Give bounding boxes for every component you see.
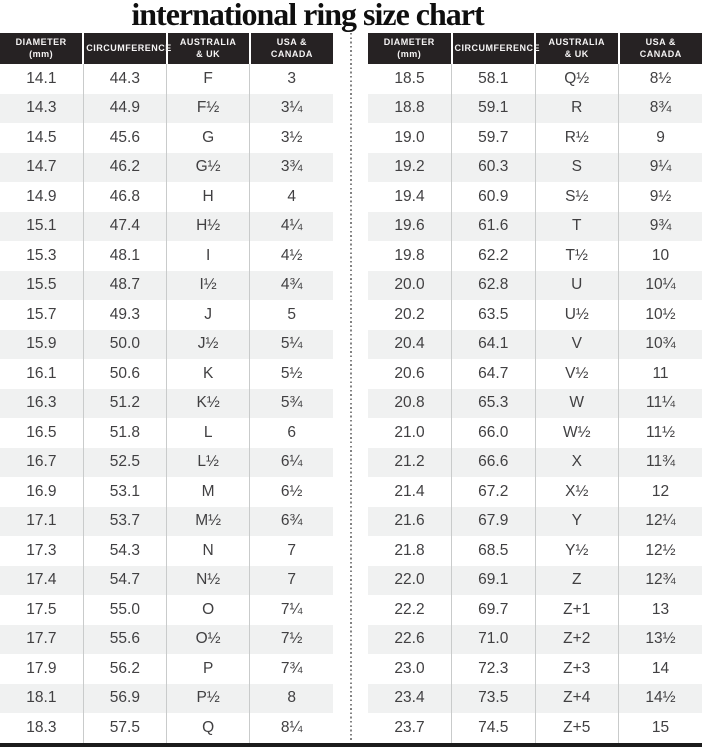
table-cell: 14½ (619, 684, 702, 714)
table-cell: I (167, 241, 250, 271)
table-cell: 49.3 (83, 300, 166, 330)
table-cell: 5¾ (250, 389, 333, 419)
table-row (368, 330, 702, 360)
table-row (0, 713, 333, 743)
table-cell: 14.5 (0, 123, 83, 153)
table-row (0, 507, 333, 537)
table-cell: 15.3 (0, 241, 83, 271)
table-row (0, 153, 333, 183)
table-row (368, 271, 702, 301)
table-cell: 7¼ (280, 600, 303, 618)
table-cell: J (167, 300, 250, 330)
table-cell: 6¾ (250, 507, 333, 537)
table-cell: 48.1 (83, 241, 166, 271)
table-cell: 15.5 (0, 271, 83, 301)
table-cell: V (535, 330, 619, 360)
table-cell: 53.1 (83, 477, 166, 507)
dotted-divider (350, 33, 352, 742)
table-cell: 8 (250, 684, 333, 714)
table-cell: 15.7 (0, 300, 83, 330)
table-cell: 7 (250, 566, 333, 596)
table-cell: 8¾ (619, 94, 702, 124)
table-row (0, 241, 333, 271)
table-row (368, 123, 702, 153)
table-cell: 13 (651, 600, 670, 618)
table-cell: P½ (167, 684, 250, 714)
table-cell: 14.7 (0, 153, 83, 183)
table-cell: Y½ (535, 536, 619, 566)
table-row (0, 625, 333, 655)
table-row (368, 477, 702, 507)
table-row (368, 625, 702, 655)
table-cell: W (535, 389, 619, 419)
table-cell: 20.8 (368, 389, 452, 419)
table-cell: J½ (167, 330, 250, 360)
table-cell: 65.3 (452, 389, 536, 419)
table-cell: Z (535, 566, 619, 596)
table-cell: 15.1 (0, 212, 83, 242)
table-cell: L½ (167, 448, 250, 478)
table-row (368, 536, 702, 566)
column-header: USA & CANADA (619, 33, 702, 64)
table-cell: 20.6 (368, 359, 452, 389)
table-row (368, 241, 702, 271)
table-cell: 55.0 (83, 595, 166, 625)
table-cell: N (167, 536, 250, 566)
table-cell: 72.3 (452, 654, 536, 684)
table-cell: K½ (167, 389, 250, 419)
table-cell: 60.3 (452, 153, 536, 183)
table-cell: 44.9 (83, 94, 166, 124)
table-cell: 18.1 (0, 684, 83, 714)
table-cell: Q (167, 713, 250, 743)
table-cell: 9¾ (619, 212, 702, 242)
table-cell: 12½ (645, 541, 676, 559)
table-cell: 19.4 (368, 182, 452, 212)
table-body (368, 64, 702, 743)
column-header: DIAMETER (mm) (0, 33, 83, 64)
table-cell: 19.6 (368, 212, 452, 242)
table-cell: 17.5 (0, 595, 83, 625)
table-cell: 67.2 (452, 477, 536, 507)
table-row (0, 300, 333, 330)
table-cell: 52.5 (83, 448, 166, 478)
table-cell: 10 (651, 246, 670, 264)
table-cell: 64.1 (452, 330, 536, 360)
table-cell: N½ (167, 566, 250, 596)
table-cell: 23.7 (368, 713, 452, 743)
table-row (368, 300, 702, 330)
table-cell: 64.7 (452, 359, 536, 389)
table-cell: 12 (651, 482, 670, 500)
table-cell: 12¾ (619, 566, 702, 596)
table-cell: 56.9 (83, 684, 166, 714)
table-cell: 48.7 (83, 271, 166, 301)
table-cell: 17.3 (0, 536, 83, 566)
table-cell: 73.5 (452, 684, 536, 714)
table-row (0, 566, 333, 596)
table-cell: 57.5 (83, 713, 166, 743)
table-cell: 23.0 (368, 654, 452, 684)
table-cell: 51.8 (83, 418, 166, 448)
table-cell: 9 (656, 128, 665, 146)
table-cell: 45.6 (83, 123, 166, 153)
header-row (0, 33, 333, 64)
table-cell: 14.9 (0, 182, 83, 212)
table-cell: F½ (167, 94, 250, 124)
column-header: DIAMETER (mm) (368, 33, 452, 64)
table-cell: 5¼ (250, 330, 333, 360)
table-cell: 54.3 (83, 536, 166, 566)
header-row (368, 33, 702, 64)
table-cell: F (167, 64, 250, 94)
table-cell: 6½ (280, 482, 303, 500)
table-row (0, 271, 333, 301)
table-row (0, 94, 333, 124)
table-cell: 15.9 (0, 330, 83, 360)
table-cell: 56.2 (83, 654, 166, 684)
table-cell: 4¼ (250, 212, 333, 242)
table-cell: 63.5 (452, 300, 536, 330)
table-cell: W½ (535, 418, 619, 448)
table-row (368, 566, 702, 596)
table-cell: 59.1 (452, 94, 536, 124)
table-cell: X½ (535, 477, 619, 507)
table-cell: 51.2 (83, 389, 166, 419)
table-cell: 13½ (619, 625, 702, 655)
table-cell: V½ (535, 359, 619, 389)
table-cell: 68.5 (452, 536, 536, 566)
table-cell: 14 (651, 659, 670, 677)
table-cell: M½ (167, 507, 250, 537)
table-row (0, 359, 333, 389)
table-row (0, 684, 333, 714)
table-cell: Z+4 (535, 684, 619, 714)
table-row (0, 654, 333, 684)
table-cell: 46.2 (83, 153, 166, 183)
table-cell: 8¼ (280, 718, 303, 736)
table-cell: 6 (287, 423, 296, 441)
table-cell: 5 (287, 305, 296, 323)
table-row (0, 64, 333, 94)
table-cell: 47.4 (83, 212, 166, 242)
table-cell: H (167, 182, 250, 212)
table-cell: Z+3 (535, 654, 619, 684)
table-cell: 9¼ (619, 153, 702, 183)
table-cell: 53.7 (83, 507, 166, 537)
page-title: international ring size chart (131, 0, 484, 32)
table-cell: 19.8 (368, 241, 452, 271)
table-cell: K (167, 359, 250, 389)
column-header: USA & CANADA (250, 33, 333, 64)
column-header: AUSTRALIA & UK (535, 33, 619, 64)
table-cell: U (535, 271, 619, 301)
table-cell: 19.0 (368, 123, 452, 153)
table-cell: O (167, 595, 250, 625)
table-cell: T½ (535, 241, 619, 271)
table-cell: 54.7 (83, 566, 166, 596)
table-cell: 16.3 (0, 389, 83, 419)
table-cell: 4½ (280, 246, 303, 264)
column-header: AUSTRALIA & UK (167, 33, 250, 64)
table-cell: S½ (535, 182, 619, 212)
table-cell: 74.5 (452, 713, 536, 743)
table-cell: 21.8 (368, 536, 452, 566)
table-cell: G½ (167, 153, 250, 183)
table-cell: 60.9 (452, 182, 536, 212)
table-cell: 16.5 (0, 418, 83, 448)
table-cell: 3¾ (250, 153, 333, 183)
table-cell: 69.1 (452, 566, 536, 596)
table-row (0, 182, 333, 212)
table-row (0, 389, 333, 419)
table-cell: 11 (652, 364, 669, 382)
table-cell: U½ (535, 300, 619, 330)
table-cell: 7 (287, 541, 296, 559)
table-row (368, 359, 702, 389)
table-cell: S (535, 153, 619, 183)
table-cell: 21.2 (368, 448, 452, 478)
table-row (368, 153, 702, 183)
table-cell: T (535, 212, 619, 242)
table-cell: 21.6 (368, 507, 452, 537)
table-cell: P (167, 654, 250, 684)
table-cell: 69.7 (452, 595, 536, 625)
table-cell: 50.6 (83, 359, 166, 389)
table-row (0, 477, 333, 507)
table-cell: 23.4 (368, 684, 452, 714)
table-cell: 67.9 (452, 507, 536, 537)
table-cell: 9½ (649, 187, 672, 205)
table-cell: 7¾ (280, 659, 303, 677)
table-row (368, 654, 702, 684)
table-row (0, 595, 333, 625)
table-cell: 16.9 (0, 477, 83, 507)
table-cell: Z+2 (535, 625, 619, 655)
table-cell: 19.2 (368, 153, 452, 183)
table-cell: 62.2 (452, 241, 536, 271)
table-cell: 17.4 (0, 566, 83, 596)
table-cell: Z+1 (535, 595, 619, 625)
table-cell: Y (535, 507, 619, 537)
column-header: CIRCUMFERENCE (83, 33, 166, 64)
table-cell: 3 (287, 69, 296, 87)
table-cell: L (167, 418, 250, 448)
table-cell: 16.1 (0, 359, 83, 389)
table-cell: 20.4 (368, 330, 452, 360)
table-row (368, 212, 702, 242)
table-cell: 10¼ (619, 271, 702, 301)
table-cell: I½ (167, 271, 250, 301)
table-cell: 21.0 (368, 418, 452, 448)
table-cell: 66.6 (452, 448, 536, 478)
table-cell: 22.0 (368, 566, 452, 596)
table-cell: R½ (535, 123, 619, 153)
table-cell: 50.0 (83, 330, 166, 360)
table-cell: 44.3 (83, 64, 166, 94)
table-cell: 61.6 (452, 212, 536, 242)
table-row (0, 123, 333, 153)
table-cell: 62.8 (452, 271, 536, 301)
table-cell: Z+5 (535, 713, 619, 743)
table-body (0, 64, 333, 743)
bottom-strip (0, 743, 702, 747)
table-row (0, 330, 333, 360)
table-row (368, 182, 702, 212)
table-cell: R (535, 94, 619, 124)
table-cell: 21.4 (368, 477, 452, 507)
table-cell: 10¾ (619, 330, 702, 360)
table-cell: 6¼ (250, 448, 333, 478)
table-cell: 18.5 (368, 64, 452, 94)
table-cell: 5½ (280, 364, 303, 382)
table-cell: 12¼ (619, 507, 702, 537)
table-cell: 17.7 (0, 625, 83, 655)
table-header (0, 33, 333, 64)
table-cell: 55.6 (83, 625, 166, 655)
table-cell: 58.1 (452, 64, 536, 94)
table-row (0, 536, 333, 566)
table-row (0, 212, 333, 242)
table-cell: X (535, 448, 619, 478)
table-cell: 66.0 (452, 418, 536, 448)
table-row (368, 507, 702, 537)
table-cell: 17.9 (0, 654, 83, 684)
table-cell: 22.6 (368, 625, 452, 655)
table-cell: 18.8 (368, 94, 452, 124)
table-row (0, 418, 333, 448)
table-row (368, 94, 702, 124)
table-cell: 17.1 (0, 507, 83, 537)
table-cell: 14.3 (0, 94, 83, 124)
table-cell: 59.7 (452, 123, 536, 153)
table-cell: 46.8 (83, 182, 166, 212)
table-cell: 3½ (280, 128, 303, 146)
table-cell: 8½ (649, 69, 672, 87)
ring-size-table-left (0, 33, 333, 743)
table-row (368, 448, 702, 478)
table-row (368, 684, 702, 714)
table-cell: H½ (167, 212, 250, 242)
table-cell: 11¼ (619, 389, 702, 419)
table-cell: O½ (167, 625, 250, 655)
table-cell: 3¼ (250, 94, 333, 124)
table-cell: 7½ (250, 625, 333, 655)
table-cell: 4¾ (250, 271, 333, 301)
table-cell: 71.0 (452, 625, 536, 655)
table-row (368, 418, 702, 448)
table-header (368, 33, 702, 64)
table-row (368, 713, 702, 743)
table-cell: 20.0 (368, 271, 452, 301)
table-cell: 15 (651, 718, 670, 736)
table-cell: 10½ (645, 305, 676, 323)
table-cell: 20.2 (368, 300, 452, 330)
table-cell: M (167, 477, 250, 507)
table-cell: G (167, 123, 250, 153)
table-row (368, 595, 702, 625)
table-cell: 11¾ (619, 448, 702, 478)
table-row (368, 389, 702, 419)
table-row (368, 64, 702, 94)
ring-size-table-right (368, 33, 702, 743)
table-cell: 4 (287, 187, 296, 205)
table-cell: Q½ (535, 64, 619, 94)
table-cell: 11½ (645, 423, 676, 441)
table-row (0, 448, 333, 478)
column-header: CIRCUMFERENCE (452, 33, 536, 64)
table-cell: 16.7 (0, 448, 83, 478)
table-cell: 14.1 (0, 64, 83, 94)
table-cell: 22.2 (368, 595, 452, 625)
table-cell: 18.3 (0, 713, 83, 743)
